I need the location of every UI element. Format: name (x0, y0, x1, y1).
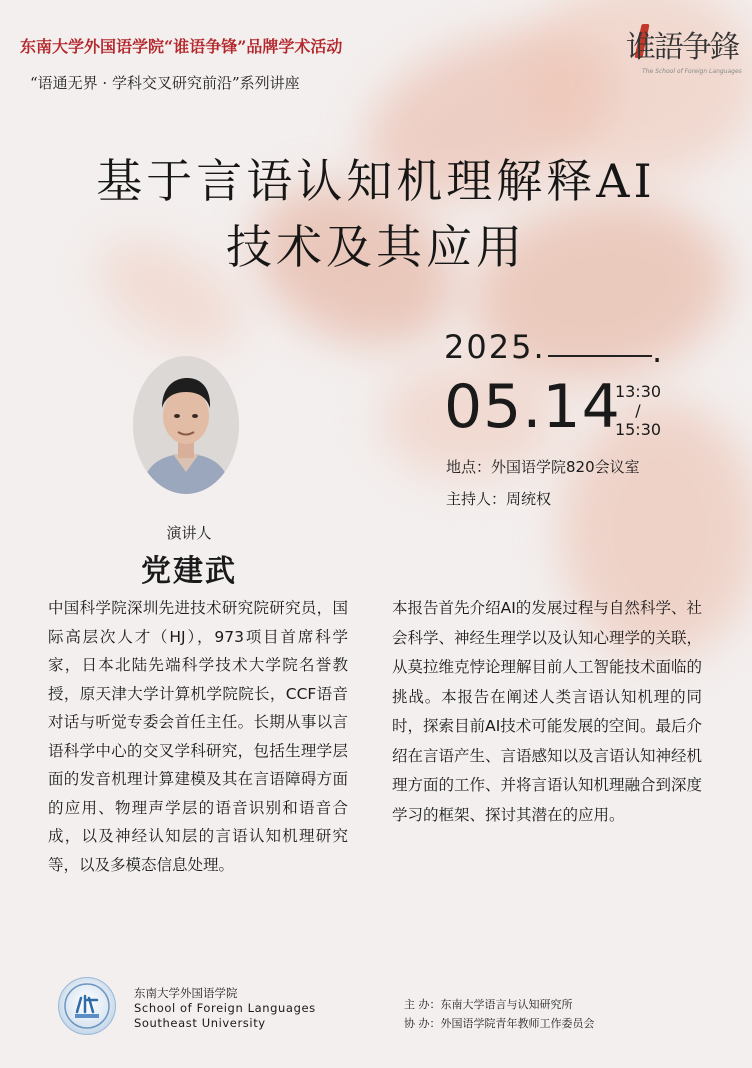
school-name-en-2: Southeast University (134, 1016, 266, 1030)
school-name-cn: 东南大学外国语学院 (134, 986, 238, 1000)
event-host: 主持人：周统权 (446, 490, 552, 508)
brand-logo-text: 谁語争鋒 (626, 30, 738, 65)
speaker-photo (133, 356, 239, 494)
event-date: 05.14 (444, 372, 621, 442)
lecture-title-line-1: 基于言语认知机理解释AI (96, 154, 656, 208)
event-venue: 地点：外国语学院820会议室 (446, 458, 640, 476)
lecture-series-line: “语通无界 · 学科交叉研究前沿”系列讲座 (30, 74, 300, 92)
lecture-title-line-2: 技术及其应用 (226, 220, 526, 274)
speaker-bio: 中国科学院深圳先进技术研究院研究员，国际高层次人才（HJ），973项目首席科学家，日本北陆先端科学技术大学院名誉教授，原天津大学计算机学院院长，CCF语音对话与听觉专委会首任主任。长期从事以言语科学中心的交叉学科研究，包括生理学层面的发音机理计算建模及其在言语障碍方面的应用、物理声学层的语音识别和语音合成，以及神经认知层的言语认知机理研究等，以及多模态信息处理。 (48, 599, 348, 874)
event-year: 2025. (444, 328, 546, 366)
school-name-en-1: School of Foreign Languages (134, 1001, 316, 1015)
time-separator: / (635, 401, 641, 420)
lecture-title (0, 148, 752, 280)
speaker-label: 演讲人 (166, 524, 212, 542)
date-underline (548, 355, 652, 357)
speaker-portrait (133, 356, 239, 494)
co-organizer: 协 办：外国语学院青年教师工作委员会 (404, 1017, 595, 1030)
event-time (608, 382, 668, 439)
organizer: 主 办：东南大学语言与认知研究所 (404, 998, 573, 1011)
activity-series-line: 东南大学外国语学院“谁语争锋”品牌学术活动 (20, 37, 343, 56)
brand-logo-subtext: The School of Foreign Languages (642, 68, 742, 75)
brand-logo (624, 18, 742, 86)
time-start: 13:30 (614, 382, 662, 401)
date-trailing-dot: . (652, 332, 663, 370)
speaker-name: 党建武 (141, 554, 237, 589)
time-end: 15:30 (614, 420, 662, 439)
school-emblem-icon (58, 977, 116, 1035)
lecture-abstract: 本报告首先介绍AI的发展过程与自然科学、社会科学、神经生理学以及认知心理学的关联，从莫拉维克悖论理解目前人工智能技术面临的挑战。本报告在阐述人类言语认知机理的同时，探索目前AI技术可能发展的空间。最后介绍在言语产生、言语感知以及言语认知神经机理方面的工作、并将言语认知机理融合到深度学习的框架、探讨其潜在的应用。 (392, 599, 703, 824)
